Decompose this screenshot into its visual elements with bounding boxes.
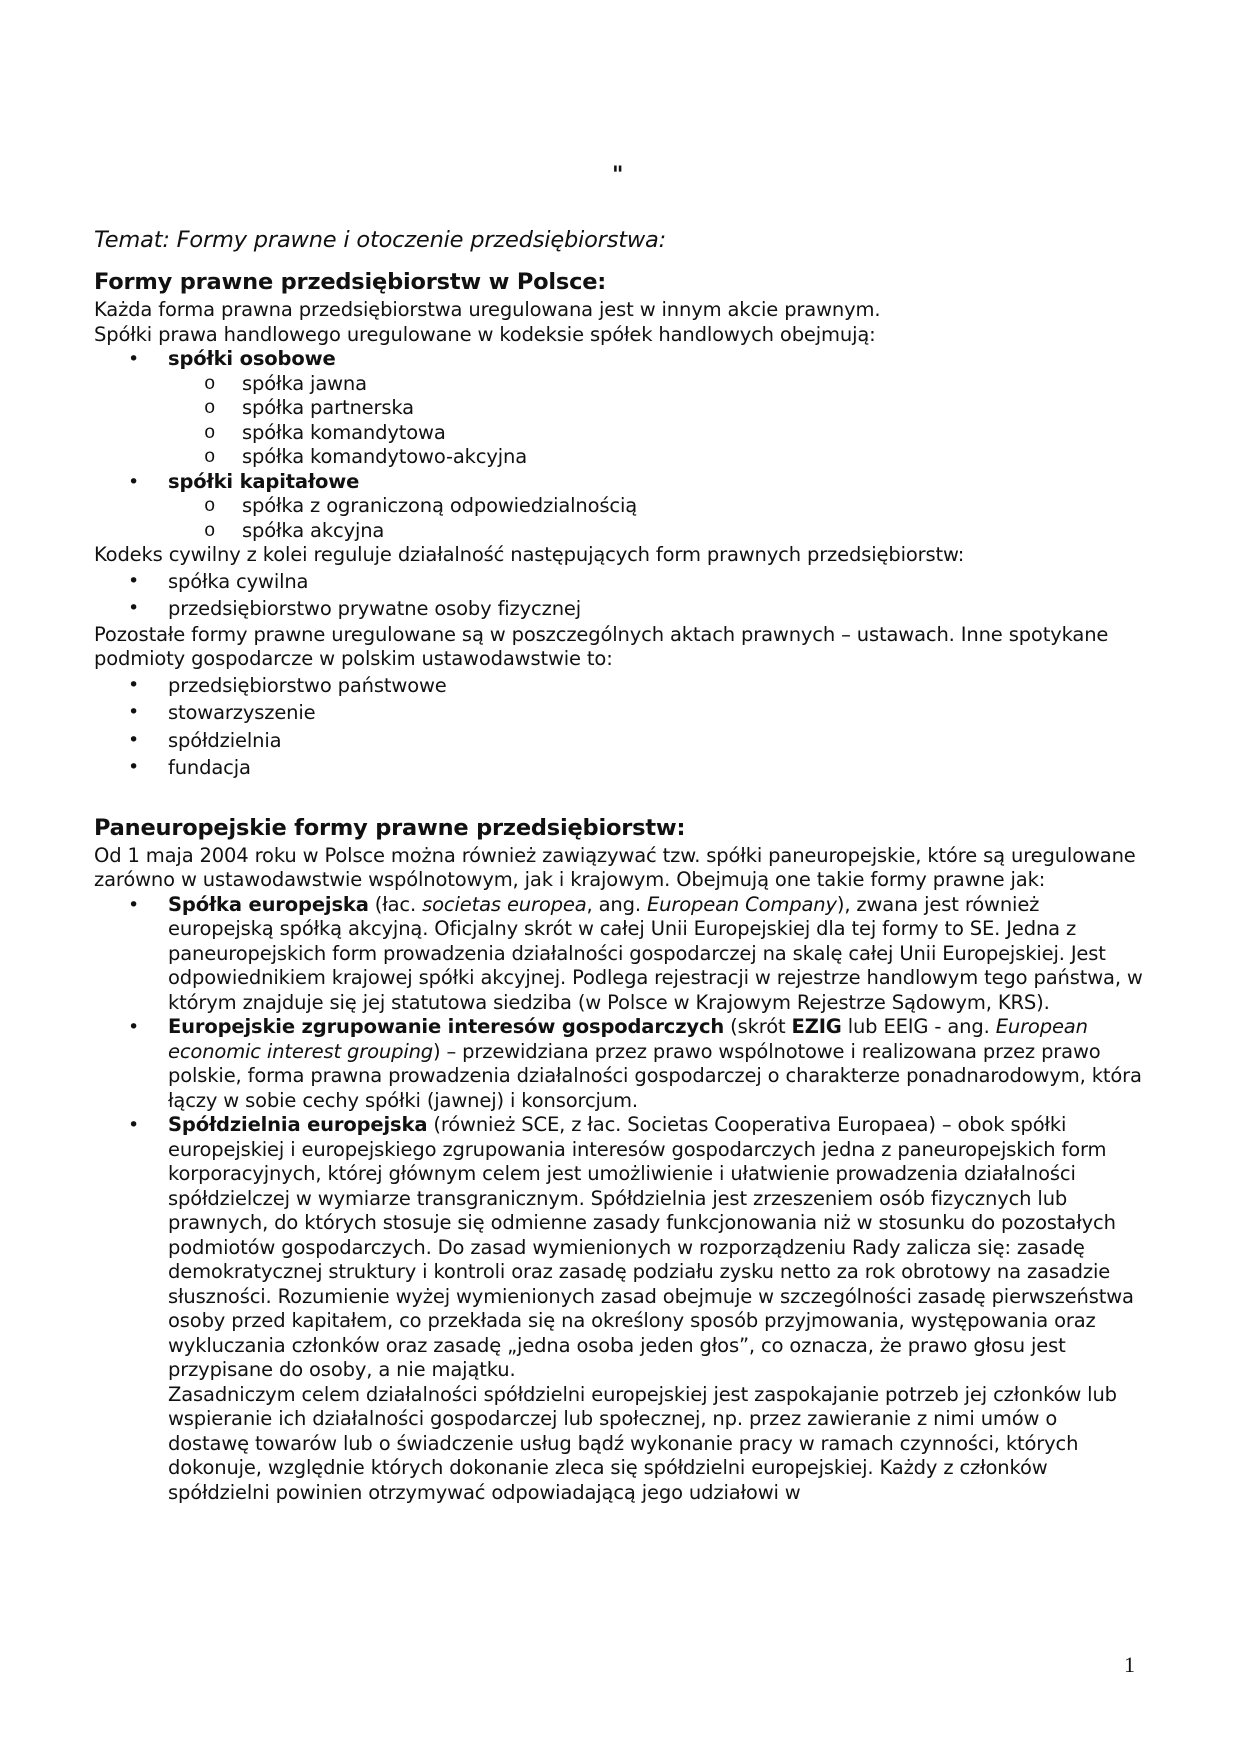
- bullet-icon: •: [128, 701, 140, 723]
- bullet-icon: •: [128, 597, 140, 619]
- page-number: 1: [1124, 1652, 1135, 1677]
- list-item: [128, 672, 1144, 700]
- sub-list-item: [204, 518, 1144, 544]
- entry-text: ), zwana jest również europejską spółką akcyjną. Oficjalny skrót w całej Unii Europejskiej dla tej formy to SE. Jedna z paneuropejskich form prowadzenia działalności gospodarczej na skalę całej Unii Europejskiej. Jest odpowiednikiem krajowej spółki akcyjnej. Podlega rejestracji w rejestrze handlowym tego państwa, w którym znajduje się jej statutowa siedziba (w Polsce w Krajowym Rejestrze Sądowym, KRS).: [168, 892, 1143, 1014]
- list-item-text: fundacja: [168, 756, 251, 779]
- entry-text: lub EEIG - ang.: [841, 1015, 996, 1038]
- list-item-text: spółka cywilna: [168, 569, 309, 593]
- civil-code-list: [94, 568, 1144, 623]
- commercial-companies-list: [94, 347, 1144, 543]
- list-item-european-company: [128, 892, 1144, 1016]
- entry-text: (łac.: [368, 892, 423, 916]
- bullet-icon: •: [128, 728, 140, 751]
- bullet-icon: •: [128, 1114, 140, 1136]
- paragraph: Każda forma prawna przedsiębiorstwa uregulowana jest w innym akcie prawnym.: [94, 298, 881, 321]
- entry-text: (również SCE, z łac. Societas Cooperativa Europaea) – obok spółki europejskiej i europejskiego zgrupowania interesów gospodarczych jedna z paneuropejskich form korporacyjnych, której głównym celem jest umożliwienie i ułatwienie prowadzenia działalności spółdzielczej w wymiarze transgranicznym. Spółdzielnia jest zrzeszeniem osób fizycznych lub prawnych, do których stosuje się odmienne zasady funkcjonowania niż w stosunku do pozostałych podmiotów gospodarczych. Do zasad wymienionych w rozporządzeniu Rady zalicza się: zasadę demokratycznej struktury i kontroli oraz zasadę podziału zysku netto za rok obrotowy na zasadzie słuszności. Rozumienie wyżej wymienionych zasad obejmuje w szczególności zasadę pierwszeństwa osoby przed kapitałem, co przekłada się na określony sposób przyjmowania, występowania oraz wykluczania członków oraz zasadę „jedna osoba jeden głos”, co oznacza, że prawo głosu jest przypisane do osoby, a nie majątku.: [168, 1113, 1134, 1381]
- list-item-european-cooperative: [128, 1113, 1144, 1505]
- list-item-text: stowarzyszenie: [168, 701, 316, 724]
- sub-item-text: spółka komandytowo-akcyjna: [242, 445, 528, 468]
- sub-item-text: spółka komandytowa: [242, 420, 446, 444]
- list-item: [128, 754, 1144, 782]
- bullet-icon: •: [128, 756, 140, 778]
- list-item: [128, 595, 1144, 623]
- circle-bullet-icon: o: [204, 495, 216, 517]
- list-item-eeig: [128, 1015, 1144, 1113]
- sub-list: [168, 494, 1144, 543]
- entry-bold: EZIG: [791, 1015, 842, 1038]
- paragraph: Kodeks cywilny z kolei reguluje działalność następujących form prawnych przedsiębiorstw:: [94, 543, 965, 566]
- entry-text: , ang.: [586, 892, 647, 916]
- bullet-icon: •: [128, 348, 140, 370]
- section-heading-polish-forms: Formy prawne przedsiębiorstw w Polsce:: [94, 269, 607, 295]
- list-item-text: przedsiębiorstwo prywatne osoby fizycznej: [168, 597, 582, 620]
- entry-title: Europejskie zgrupowanie interesów gospodarczych: [168, 1015, 725, 1038]
- group-label: spółki kapitałowe: [168, 469, 360, 493]
- document-body: [94, 224, 1144, 1505]
- topic-line: Temat: Formy prawne i otoczenie przedsiębiorstwa:: [94, 227, 667, 253]
- entry-italic: societas europea: [422, 892, 587, 916]
- group-label: spółki osobowe: [168, 347, 336, 370]
- circle-bullet-icon: o: [204, 519, 216, 542]
- section-heading-paneuropean-forms: Paneuropejskie formy prawne przedsiębiorstw:: [94, 814, 686, 841]
- circle-bullet-icon: o: [204, 372, 216, 395]
- entry-title: Spółka europejska: [168, 892, 369, 916]
- list-item: [128, 568, 1144, 596]
- sub-item-text: spółka jawna: [242, 371, 367, 395]
- sub-list-item: [204, 420, 1144, 446]
- bullet-icon: •: [128, 1016, 140, 1038]
- other-entities-list: [94, 672, 1144, 782]
- circle-bullet-icon: o: [204, 446, 216, 468]
- sub-item-text: spółka akcyjna: [242, 518, 385, 542]
- list-item: [128, 727, 1144, 755]
- list-item: [128, 347, 1144, 470]
- entry-paragraph: Zasadniczym celem działalności spółdzielni europejskiej jest zaspokajanie potrzeb jej członków lub wspieranie ich działalności gospodarczej lub społecznej, np. przez zawieranie z nimi umów o dostawę towarów lub o świadczenie usług bądź wykonanie pracy w ramach czynności, których dokonuje, względnie których dokonanie zleca się spółdzielni europejskiej. Każdy z członków spółdzielni powinien otrzymywać odpowiadającą jego udziałowi w: [168, 1382, 1117, 1504]
- bullet-icon: •: [128, 569, 140, 592]
- sub-list-item: [204, 396, 1144, 421]
- paragraph: Od 1 maja 2004 roku w Polsce można również zawiązywać tzw. spółki paneuropejskie, które są uregulowane zarówno w ustawodawstwie wspólnotowym, jak i krajowym. Obejmują one takie formy prawne jak:: [94, 843, 1136, 891]
- sub-item-text: spółka partnerska: [242, 396, 414, 419]
- paragraph: Pozostałe formy prawne uregulowane są w poszczególnych aktach prawnych – ustawach. Inne spotykane podmioty gospodarcze w polskim ustawodawstwie to:: [94, 622, 1109, 670]
- sub-list-item: [204, 494, 1144, 519]
- list-item: [128, 699, 1144, 727]
- sub-list-item: [204, 445, 1144, 470]
- entry-title: Spółdzielnia europejska: [168, 1113, 428, 1136]
- entry-italic: European economic interest grouping: [168, 1015, 1088, 1063]
- paragraph: Spółki prawa handlowego uregulowane w kodeksie spółek handlowych obejmują:: [94, 322, 876, 346]
- header-mark: ": [612, 162, 624, 188]
- circle-bullet-icon: o: [204, 397, 216, 419]
- sub-list: [168, 372, 1144, 470]
- circle-bullet-icon: o: [204, 421, 216, 444]
- entry-italic: European Company: [646, 892, 837, 916]
- list-item: [128, 469, 1144, 544]
- entry-text: ) – przewidziana przez prawo wspólnotowe i realizowana przez prawo polskie, forma prawna prowadzenia działalności gospodarczej o charakterze ponadnarodowym, która łączy w sobie cechy spółki (jawnej) i konsorcjum.: [168, 1039, 1142, 1112]
- sub-list-item: [204, 371, 1144, 397]
- paneuropean-forms-list: [94, 893, 1144, 1506]
- entry-text: (skrót: [724, 1015, 792, 1038]
- bullet-icon: •: [128, 673, 140, 696]
- spacer: [94, 782, 1144, 812]
- list-item-text: przedsiębiorstwo państwowe: [168, 673, 447, 697]
- sub-item-text: spółka z ograniczoną odpowiedzialnością: [242, 494, 638, 517]
- list-item-text: spółdzielnia: [168, 728, 282, 752]
- bullet-icon: •: [128, 470, 140, 493]
- bullet-icon: •: [128, 893, 140, 916]
